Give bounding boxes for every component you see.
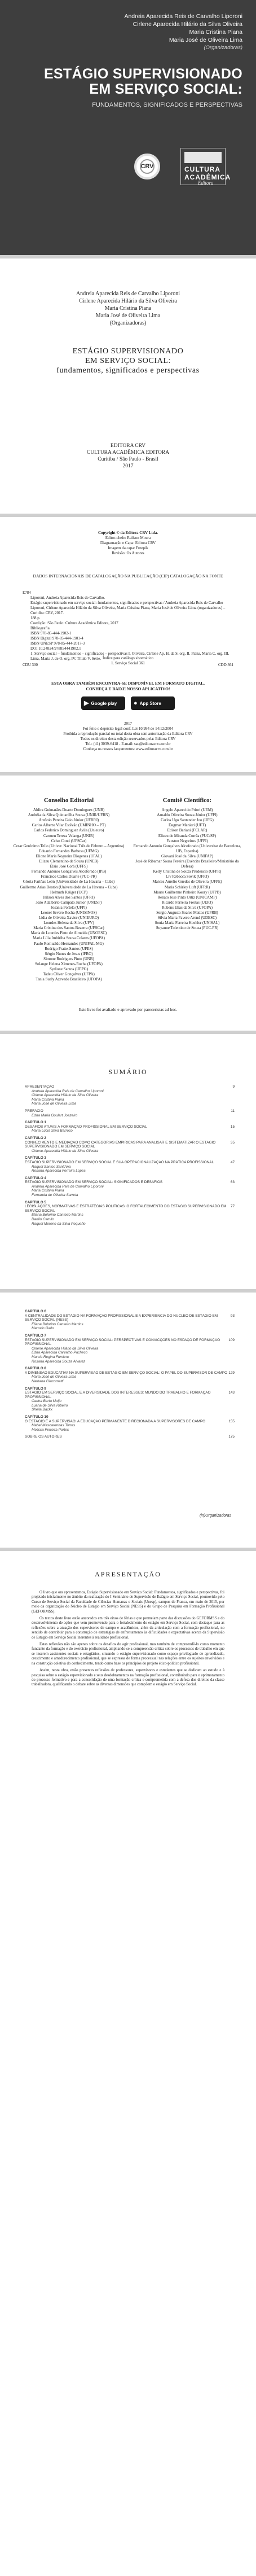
- organizers-label: (Organizadoras): [109, 320, 147, 326]
- cip-line: 188 p.: [30, 616, 41, 620]
- board-member: Arnaldo Oliveira Souza Júnior (UFPI): [157, 813, 218, 818]
- cover-title-line: EM SERVIÇO SOCIAL:: [89, 81, 242, 97]
- author: Andreia Aparecida Reis de Carvalho Liporoni: [76, 291, 180, 297]
- toc-row: [25, 1125, 235, 1129]
- board-member: Edison Bariani (FCLAR): [167, 828, 208, 833]
- board-member: Rubens Elias da Silva (UFOPA): [162, 905, 213, 910]
- toc-page-number: 47: [230, 1160, 235, 1164]
- toc-page-number: 77: [230, 1204, 235, 1209]
- toc-page-number: 15: [230, 1124, 235, 1129]
- toc-entry-author: Cirlene Aparecida Hilário da Silva Oliveira: [32, 1093, 99, 1098]
- copyright-page: [0, 517, 256, 772]
- board-member: Andréia da Silva Quintanilha Sousa (UNIR/UFRN): [28, 813, 110, 818]
- board-member: Carlos Ugo Santander Joo (UFG): [161, 818, 214, 823]
- presentation-title: APRESENTAÇÃO: [95, 1570, 161, 1578]
- editorial-board-page: [0, 776, 256, 1031]
- board-member: Paulo Romualdo Hernandes (UNIFAL-MG): [34, 941, 104, 946]
- toc-entry-author: Eliana Bolorino Canteiro Martins: [32, 1213, 83, 1217]
- board-member: Silvia Maria Favero Arend (UDESC): [157, 915, 217, 921]
- board-member: Sydione Santos (UEPG): [49, 967, 89, 971]
- toc-chapter-label: CAPÍTULO 3: [25, 1156, 46, 1160]
- copyright-footer-line: Tel.: (41) 3039-6418 - E-mail: sac@editoracrv.com.br: [85, 742, 171, 746]
- copyright-line: Revisão: Os Autores: [112, 551, 144, 555]
- google-play-badge[interactable]: [81, 696, 125, 710]
- toc-entry-author: Eliana Bolorino Canteiro Martins: [32, 1322, 83, 1326]
- board-member: Dagmar Manieri (UFT): [168, 823, 206, 828]
- toc-list: [25, 1085, 235, 1229]
- play-icon: ▶: [84, 699, 89, 707]
- toc-page-number: 143: [228, 1391, 235, 1395]
- toc-entry-title: O ESTÁGIO E A SUPERVISÃO: A EDUCAÇÃO PERMANENTE DIRECIONADA A SUPERVISORES DE CAMPO: [25, 1419, 206, 1423]
- toc-entry-author: Edna Aparecida Carvalho Pacheco: [32, 1351, 88, 1355]
- toc-page-number: 35: [230, 1140, 235, 1145]
- toc-entry-author: Maria Lúcia Silva Barroco: [32, 1129, 73, 1133]
- toc-entry-author: Andreia Aparecida Reis de Carvalho Liporoni: [32, 1184, 104, 1189]
- toc-entry[interactable]: [25, 1435, 235, 1439]
- copyright-line: Diagramação e Capa: Editora CRV: [100, 541, 156, 545]
- editorial-council-title: Conselho Editorial: [43, 797, 94, 804]
- copyright-footer-line: Foi feito o depósito legal conf. Lei 10.994 de 14/12/2004: [82, 726, 173, 731]
- toc-row: [25, 1338, 235, 1347]
- toc-chapter-label: CAPÍTULO 2: [25, 1136, 46, 1140]
- app-store-label: App Store: [139, 700, 161, 706]
- toc-page-number: 155: [228, 1419, 235, 1423]
- presentation-paragraph: Os textos deste livro estão ancorados em três eixos de férias e que permeiam parte das discussões do GEFORMSS e do desenvolvimento de ações que vem promovendo para o fortalecimento do estágio em Serviço Social, com destaque para as reflexões sobre a atuação dos supervisores de campo e acadêmicos, além da articulação com a formação profissional, no sentido de contribuir para a construção de estratégias de enfrentamento às dificuldades e expectativas acerca da Supervisão de Estágio em Serviço Social inerentes à realidade profissional.: [32, 1616, 224, 1640]
- toc-entry-author: Sheila Backx: [32, 1408, 52, 1412]
- title-page-title: [23, 347, 233, 375]
- board-member: Carlos Alberto Vilar Estêvão (UMINHO – PT): [32, 823, 106, 828]
- cip-line: ISBN 978-85-444-1902-1: [30, 631, 72, 636]
- toc-entry[interactable]: [25, 1309, 235, 1331]
- cover-author: Maria Cristina Piana: [189, 29, 242, 36]
- cover-authors: [124, 12, 242, 52]
- cover-organizers-label: (Organizadoras): [204, 45, 242, 51]
- copyright-footer-line: 2017: [124, 721, 132, 726]
- toc-entry-title: ESTÁGIO SUPERVISIONADO EM SERVIÇO SOCIAL E SUA OPERACIONALIZAÇÃO NA PRÁTICA PROFISSIONAL: [25, 1160, 214, 1164]
- toc-entry-author: Danilo Camilo: [32, 1217, 54, 1222]
- board-member: Lourdes Helena da Silva (UFV): [43, 921, 94, 926]
- toc-entry-author: Maria Cristina Piana: [32, 1189, 64, 1193]
- toc-entry-author: Carina Berta Moljo: [32, 1399, 61, 1404]
- toc-entry-title: ESTÁGIO SUPERVISIONADO EM SERVIÇO SOCIAL: PERSPECTIVAS E CONVICÇÕES NO ESPAÇO DE FORMAÇÃO PROFISSIONAL: [25, 1338, 220, 1347]
- copyright-credits: [0, 531, 256, 556]
- cover-author: Maria José de Oliveira Lima: [169, 37, 242, 43]
- toc-chapter-label: CAPÍTULO 6: [25, 1309, 46, 1313]
- board-member: Helmuth Krüger (UCP): [50, 890, 88, 895]
- title-page-authors: [0, 290, 256, 327]
- logo-line: ACADÊMICA: [184, 173, 231, 181]
- toc-entry-author: Mabel Mascarenhas Torres: [32, 1423, 76, 1428]
- cip-number: E784: [23, 590, 31, 595]
- presentation-paragraph: Estas reflexões não são apenas sobre os desafios do agir profissional, mas também de compreendê-lo como momento fundante da formação e do exercício profissional, ampliando-se a compreensão crítica sobre os processos de trabalho em que se inserem assistentes sociais e estagiários, situando o estágio supervisionado como espaço privilegiado de aprendizado, crescimento e amadurecimento profissional, que se expressa de forma processual nas relações entre os sujeitos envolvidos e na construção coletiva do conhecimento, tendo como base os princípios do projeto ético-político profissional.: [32, 1642, 224, 1666]
- cip-index-line: 1. Serviço Social 361: [111, 661, 145, 665]
- board-member: Élsio José Corá (UFFS): [50, 864, 88, 869]
- board-member: Guillermo Arias Beatón (Universidade de La Havana – Cuba): [20, 884, 118, 890]
- board-member: Angelo Aparecido Priori (UEM): [161, 808, 213, 813]
- toc-entry-author: Cirlene Aparecida Hilário da Silva Oliveira: [32, 1346, 99, 1351]
- board-member: Aldira Guimarães Duarte Domínguez (UNB): [33, 808, 105, 813]
- cip-line: DOI 10.24824/978854441902.1: [30, 646, 81, 651]
- board-member: José de Ribamar Sousa Pereira (Exército Brasileiro/Ministério da Defesa): [135, 859, 239, 869]
- board-member: Sonia Maria Ferreira Koehler (UNISAL): [155, 921, 220, 926]
- toc-entry-author: Luana de Silva Ribeiro: [32, 1403, 68, 1408]
- toc-row: [25, 1160, 235, 1165]
- cip-line: Estágio supervisionado em serviço social: fundamentos, significados e perspectivas / Andreia Aparecida Reis de Carvalho Liporoni, Cirlene Aparecida Hilário da Silva Oliveira, Maria Cristina Piana, Maria José de Oliveira Lima (organizadoras) – Curitiba: CRV, 2017.: [30, 601, 226, 615]
- board-member: Maria Lília Imbiriba Sousa Colares (UFOPA): [33, 936, 105, 941]
- board-member: Maria Schirley Luft (UFRR): [164, 884, 210, 890]
- toc-row: [25, 1109, 235, 1114]
- editorial-council: [12, 798, 125, 982]
- board-member: Ricardo Ferreira Freitas (UERJ): [162, 900, 213, 905]
- toc-page-number: 175: [228, 1435, 235, 1439]
- board-member: Elizeu de Miranda Corrêa (PUC/SP): [158, 833, 217, 838]
- toc-entry-title: A CENTRALIDADE DO ESTÁGIO NA FORMAÇÃO PROFISSIONAL E A EXPERIÊNCIA DO NÚCLEO DE ESTÁGIO EM SERVIÇO SOCIAL (NESS): [25, 1313, 218, 1322]
- cip-line: Bibliografia: [30, 626, 50, 630]
- presentation-paragraph: O livro que ora apresentamos, Estágio Supervisionado em Serviço Social: Fundamentos, significados e perspectivas, foi projetado inicialmente no âmbito da realização do I Seminário de Supervisão de Estágio em Serviço Social, promovido pelo Curso de Serviço Social da Faculdade de Ciências Humanas e Sociais (Unesp), campus de Franca, em maio de 2015, por meio da organização do Núcleo de Estágio em Serviço Social (NESS) e do Grupo de Pesquisa em Formação Profissional (GEFORMSS).: [32, 1591, 224, 1614]
- cip-line: Coedição: São Paulo: Cultura Acadêmica Editora, 2017: [30, 621, 118, 625]
- toc-entry-author: Melissa Ferreira Portes: [32, 1427, 69, 1432]
- imprint-line: CULTURA ACADÊMICA EDITORA: [86, 450, 170, 455]
- board-member: Simone Rodrigues Pinto (UNB): [43, 956, 94, 961]
- copyright-line: Imagem da capa: Freepik: [108, 546, 148, 550]
- copyright-line: Copyright © da Editora CRV Ltda.: [98, 531, 158, 535]
- presentation-page: [0, 1551, 256, 1806]
- toc-entry[interactable]: [25, 1156, 235, 1173]
- toc-row: [25, 1180, 235, 1185]
- toc-entry[interactable]: [25, 1334, 235, 1364]
- toc-page-number: 9: [232, 1085, 235, 1089]
- imprint-line: Curitiba / São Paulo - Brasil: [98, 457, 158, 462]
- board-member: Sergio Augusto Soares Mattos (UFRB): [156, 910, 218, 915]
- scientific-committee: [131, 798, 244, 931]
- crv-logo-ring: [140, 159, 155, 174]
- board-member: Elizeu Clementino de Souza (UNEB): [39, 859, 99, 864]
- cip-index-line: Índice para catálogo sistemático: [103, 656, 153, 660]
- board-member: Leonel Severo Rocha (UNISINOS): [41, 910, 97, 915]
- board-member: Tadeu Oliver Gonçalves (UFPA): [43, 972, 95, 977]
- toc-entry[interactable]: [25, 1415, 235, 1432]
- toc-entry[interactable]: [25, 1176, 235, 1198]
- scientific-committee-title: Comitê Científico:: [162, 797, 212, 804]
- digital-edition-subtitle: CONHEÇA E BAIXE NOSSO APLICATIVO!: [86, 686, 170, 691]
- crv-logo: [134, 154, 160, 179]
- board-member: Francisco Carlos Duarte (PUC-PR): [41, 874, 97, 879]
- toc-entry-title: ESTÁGIO EM SERVIÇO SOCIAL E A DIVERSIDADE DOS INTERESSES: MUNDO DO TRABALHO E FORMAÇÃO PROFISSIONAL: [25, 1391, 211, 1399]
- board-member: Suyanne Tolentino de Souza (PUC-PR): [156, 926, 219, 931]
- board-member: Fauston Negreiros (UFPI): [166, 838, 208, 843]
- apple-icon: ●: [134, 699, 138, 707]
- toc-chapter-label: CAPÍTULO 5: [25, 1200, 46, 1204]
- toc-chapter-label: CAPÍTULO 1: [25, 1120, 46, 1125]
- toc-row: [25, 1314, 235, 1322]
- table-of-contents-page-1: [0, 1034, 256, 1289]
- imprint-line: EDITORA CRV: [110, 443, 146, 449]
- toc-page-number: 109: [228, 1338, 235, 1342]
- copyright-footer-line: Proibida a reprodução parcial ou total desta obra sem autorização da Editora CRV: [63, 731, 193, 736]
- toc-entry-title: ESTÁGIO SUPERVISIONADO EM SERVIÇO SOCIAL: SIGNIFICADOS E DESAFIOS: [25, 1180, 163, 1185]
- cover-title-line: ESTÁGIO SUPERVISIONADO: [43, 66, 242, 82]
- cip-line: 1. Serviço social – fundamentos – significados – perspectivas I. Oliveira, Cirlene Ap. H. da S. org. II. Piana, Maria C. org. III. Lima, Maria J. de O. org. IV. Título V. Série.: [30, 651, 229, 661]
- toc-entry[interactable]: [25, 1085, 235, 1106]
- toc-chapter-label: CAPÍTULO 8: [25, 1366, 46, 1371]
- toc-entry[interactable]: [25, 1366, 235, 1383]
- toc-row: [25, 1371, 235, 1375]
- copyright-footer: [0, 721, 256, 752]
- cip-line: ISBN UNESP 978-85-444-2017-3: [30, 641, 85, 646]
- board-member: Giovani José da Silva (UNIFAP): [161, 853, 214, 858]
- author: Maria Cristina Piana: [104, 305, 152, 312]
- table-of-contents-page-2: [0, 1293, 256, 1548]
- digital-edition-notice: [0, 681, 256, 692]
- toc-entry-author: Edna Maria Goulart Joazeiro: [32, 1113, 78, 1118]
- toc-row: [25, 1085, 235, 1089]
- title-line: ESTÁGIO SUPERVISIONADO: [72, 347, 184, 356]
- author: Cirlene Aparecida Hilário da Silva Oliveira: [79, 298, 177, 304]
- cip-line: Liporoni, Andreia Aparecida Reis de Carvalho.: [30, 595, 105, 600]
- board-member: Fernando Antonio Gonçalves Alcoforado (Universitat de Barcelona, UB, Espanha): [133, 843, 241, 853]
- toc-entry-author: Andreia Aparecida Reis de Carvalho Liporoni: [32, 1089, 104, 1093]
- toc-row: [25, 1420, 235, 1424]
- board-member: Marcos Aurelio Guedes de Oliveira (UFPE): [152, 879, 222, 884]
- toc-entry-author: Maria José de Oliveira Lima: [32, 1102, 77, 1106]
- toc-entry-author: Marcelo Gallo: [32, 1326, 54, 1331]
- toc-list: [25, 1309, 235, 1442]
- toc-entry-author: Nathana Giacometti: [32, 1379, 64, 1383]
- cultura-academica-logo: [180, 148, 231, 186]
- toc-entry-author: Rosana Aparecida Ferreira Lopes: [32, 1169, 86, 1173]
- peer-review-note: Este livro foi avaliado e aprovado por pareceristas ad hoc.: [78, 1007, 178, 1012]
- board-member: Celso Conti (UFSCar): [51, 838, 87, 843]
- crv-logo-text: CRV: [140, 163, 154, 170]
- store-badges: [0, 696, 256, 710]
- board-member: Maria de Lourdes Pinto de Almeida (UNOESC): [30, 931, 107, 936]
- toc-entry-title: SOBRE OS AUTORES: [25, 1435, 62, 1439]
- toc-page-number: 129: [228, 1370, 235, 1375]
- logo-line: CULTURA: [184, 165, 221, 173]
- board-member: Renato Jose Pinto Ortiz (UNICAMP): [157, 895, 217, 900]
- toc-entry-author: Raquel Santos Sant'Ana: [32, 1164, 71, 1169]
- toc-chapter-label: CAPÍTULO 7: [25, 1333, 46, 1338]
- board-member: Josania Portela (UFPI): [51, 905, 87, 910]
- cip-line: ISBN Digital 978-85-444-1901-4: [30, 636, 83, 641]
- board-member: Liv Rebecca Sovik (UFRJ): [165, 874, 209, 879]
- cover-author: Andreia Aparecida Reis de Carvalho Liporoni: [124, 13, 242, 20]
- toc-entry-author: Raquel Moreno da Silva Pequeño: [32, 1221, 86, 1226]
- imprint: [0, 443, 256, 470]
- board-member: Elione Maria Nogueira Diogenes (UFAL): [36, 853, 102, 858]
- board-member: Fernando Antônio Gonçalves Alcoforado (IPB): [31, 869, 107, 874]
- toc-footer: (in)Organizadoras: [199, 1514, 231, 1518]
- toc-entry[interactable]: [25, 1387, 235, 1413]
- toc-entry-author: Cirlene Aparecida Hilário da Silva Oliveira: [32, 1149, 99, 1153]
- board-member: Carmen Tereza Velanga (UNIR): [43, 833, 95, 838]
- board-member: Lídia de Oliveira Xavier (UNIEURO): [38, 915, 99, 921]
- book-cover: [0, 0, 256, 255]
- toc-entry-title: PREFÁCIO: [25, 1109, 43, 1113]
- toc-chapter-label: CAPÍTULO 10: [25, 1415, 48, 1420]
- cip-cdu: CDU 300: [23, 663, 38, 667]
- cip-index: [0, 656, 256, 666]
- toc-row: [25, 1391, 235, 1399]
- toc-row: [25, 1204, 235, 1213]
- logo-line: Editora: [198, 180, 214, 186]
- board-member: Tania Suely Azevedo Brasileiro (UFOPA): [36, 977, 102, 982]
- toc-entry[interactable]: [25, 1201, 235, 1226]
- toc-entry-title: DESAFIOS ATUAIS À FORMAÇÃO PROFISSIONAL EM SERVIÇO SOCIAL: [25, 1124, 147, 1129]
- digital-edition-title: ESTA OBRA TAMBÉM ENCONTRA-SE DISPONÍVEL EM FORMATO DIGITAL.: [51, 681, 205, 686]
- imprint-line: 2017: [122, 463, 134, 469]
- toc-row: [25, 1141, 235, 1149]
- board-member: Rodrigo Pratte-Santos (UFES): [45, 946, 93, 951]
- toc-chapter-label: CAPÍTULO 4: [25, 1176, 46, 1180]
- author: Maria José de Oliveira Lima: [95, 313, 161, 319]
- logo-bar: [184, 152, 222, 163]
- toc-entry[interactable]: [25, 1120, 235, 1133]
- copyright-line: Editor-chefe: Railson Moura: [105, 536, 151, 540]
- title-page: [0, 259, 256, 514]
- board-member: Solange Helena Ximenes-Rocha (UFOPA): [35, 961, 103, 966]
- toc-entry-author: Fernanda de Oliveira Sarreta: [32, 1193, 78, 1198]
- toc-entry-title: CONHECIMENTO E MEDIAÇÃO COMO CATEGORIAS EMPÍRICAS PARA ANALISAR E SISTEMATIZAR O ESTÁGIO SUPERVISIONADO EM SERVIÇO SOCIAL: [25, 1140, 216, 1149]
- board-member: Maria Cristina dos Santos Bezerra (UFSCar): [33, 926, 104, 931]
- google-play-label: Google play: [91, 700, 117, 706]
- cover-title: [39, 67, 242, 97]
- app-store-badge[interactable]: [131, 696, 175, 710]
- board-member: Kelly Cristina de Souza Prudencio (UFPR): [153, 869, 222, 874]
- cip-cdd: CDD 361: [218, 663, 233, 667]
- toc-entry-author: Marcia Regina Fumiere: [32, 1355, 69, 1359]
- scientific-committee-list: [131, 808, 244, 931]
- toc-page-number: 93: [230, 1313, 235, 1318]
- toc-entry-title: A DIMENSÃO EDUCATIVA NA SUPERVISÃO DE ESTÁGIO EM SERVIÇO SOCIAL: O PAPEL DO SUPERVISOR DE CAMPO: [25, 1370, 228, 1375]
- board-member: Eduardo Fernandes Barbosa (UFMG): [39, 848, 99, 853]
- toc-page-number: 63: [230, 1180, 235, 1185]
- board-member: Gloria Fariñas León (Universidade de La Havana – Cuba): [23, 879, 115, 884]
- copyright-footer-line: Todos os direitos desta edição reservados pela: Editora CRV: [80, 737, 176, 741]
- toc-entry[interactable]: [25, 1109, 235, 1118]
- board-member: João Adalberto Campato Junior (UNESP): [36, 900, 102, 905]
- toc-entry-title: APRESENTAÇÃO: [25, 1085, 55, 1089]
- board-member: Jailson Alves dos Santos (UFRJ): [43, 895, 95, 900]
- board-member: Antônio Pereira Gaio Júnior (UFRRJ): [38, 818, 99, 823]
- presentation-text: [32, 1591, 224, 1690]
- toc-entry[interactable]: [25, 1136, 235, 1153]
- cover-author: Cirlene Aparecida Hilário da Silva Oliveira: [133, 21, 242, 28]
- title-line: EM SERVIÇO SOCIAL:: [85, 357, 171, 365]
- editorial-council-list: [12, 808, 125, 982]
- toc-entry-author: Rosana Aparecida Souza Alvarez: [32, 1359, 86, 1364]
- board-member: Carlos Federico Dominguez Avila (Unieuro): [33, 828, 104, 833]
- presentation-paragraph: Assim, nesta obra, estão presentes reflexões de professores, supervisores e estudantes que se dedicam ao estudo e à pesquisa sobre o estágio supervisionado e seus desdobramentos na formação profissional, contribuindo para o aprimoramento do processo formativo e para a consolidação de uma formação crítica e comprometida com a defesa dos direitos da classe trabalhadora, qualificando o debate sobre as diversas dimensões que compõem o estágio em Serviço Social.: [32, 1668, 224, 1687]
- toc-entry-title: LEGISLAÇÕES, NORMATIVAS E ESTRATÉGIAS POLÍTICAS: O FORTALECIMENTO DO ESTÁGIO SUPERVISIONADO EM SERVIÇO SOCIAL: [25, 1204, 227, 1213]
- board-member: Mauro Guilherme Pinheiro Koury (UFPB): [153, 890, 221, 895]
- board-member: Cesar Gerónimo Tello (Univer. Nacional Três de Febrero – Argentina): [13, 843, 125, 848]
- board-member: Sérgio Nunes de Jesus (IFRO): [45, 951, 93, 956]
- blank-area: [0, 1810, 256, 2576]
- toc-title: SUMÁRIO: [108, 1068, 148, 1076]
- toc-chapter-label: CAPÍTULO 9: [25, 1386, 46, 1391]
- cover-subtitle: FUNDAMENTOS, SIGNIFICADOS E PERSPECTIVAS: [92, 102, 242, 108]
- title-line: fundamentos, significados e perspectivas: [56, 366, 200, 375]
- toc-page-number: 11: [231, 1109, 235, 1113]
- cip-title: DADOS INTERNACIONAIS DE CATALOGAÇÃO NA PUBLICAÇÃO (CIP) CATALOGAÇÃO NA FONTE: [33, 573, 223, 579]
- toc-entry-author: Maria Cristina Piana: [32, 1097, 64, 1102]
- copyright-footer-line: Conheça os nossos lançamentos: www.editoracrv.com.br: [83, 747, 173, 751]
- toc-entry-author: Maria José de Oliveira Lima: [32, 1375, 77, 1379]
- toc-row: [25, 1435, 235, 1439]
